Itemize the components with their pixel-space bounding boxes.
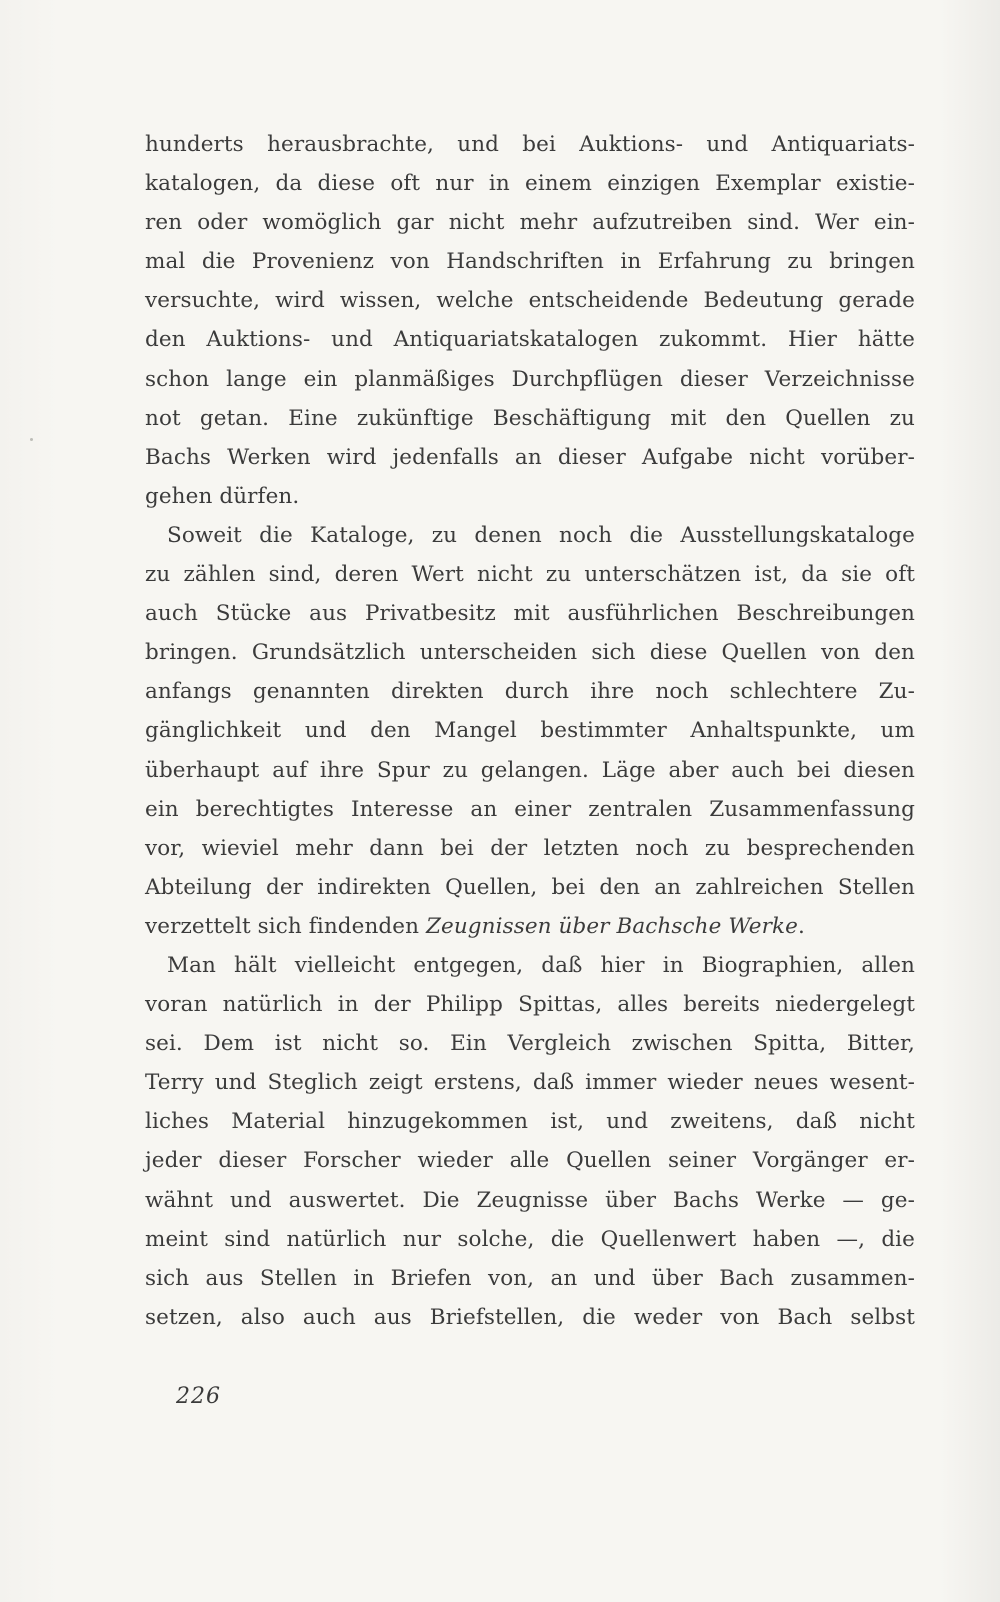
body-text: [145, 125, 915, 1337]
text-line: sich aus Stellen in Briefen von, an und über Bach zusammen-: [145, 1265, 915, 1291]
page-number: 226: [176, 1384, 221, 1409]
text-line: Terry und Steglich zeigt erstens, daß immer wieder neues wesent-: [145, 1070, 915, 1096]
text-line: gehen dürfen.: [145, 483, 300, 509]
text-line: schon lange ein planmäßiges Durchpflügen dieser Verzeichnisse: [145, 366, 915, 392]
text-line: versuchte, wird wissen, welche entscheidende Bedeutung gerade: [145, 288, 915, 314]
text-line: wähnt und auswertet. Die Zeugnisse über Bachs Werke — ge-: [145, 1187, 915, 1213]
text-line: gänglichkeit und den Mangel bestimmter Anhaltspunkte, um: [145, 718, 915, 744]
text-run: verzettelt sich findenden: [145, 913, 426, 939]
paper-speck: [30, 438, 33, 441]
italic-title: Zeugnissen über Bachsche Werke: [425, 913, 798, 939]
text-line: [145, 907, 915, 946]
text-line: meint sind natürlich nur solche, die Quellenwert haben —, die: [145, 1226, 915, 1252]
text-line: mal die Provenienz von Handschriften in Erfahrung zu bringen: [145, 249, 915, 275]
text-line: jeder dieser Forscher wieder alle Quellen seiner Vorgänger er-: [145, 1148, 915, 1174]
text-line: katalogen, da diese oft nur in einem einzigen Exemplar existie-: [145, 171, 915, 197]
text-line: voran natürlich in der Philipp Spittas, alles bereits niedergelegt: [145, 992, 915, 1018]
text-line: hunderts herausbrachte, und bei Auktions- und Antiquariats-: [145, 132, 915, 157]
text-line: sei. Dem ist nicht so. Ein Vergleich zwischen Spitta, Bitter,: [145, 1031, 915, 1057]
text-line: ein berechtigtes Interesse an einer zentralen Zusammenfassung: [145, 796, 915, 822]
text-line: ren oder womöglich gar nicht mehr aufzutreiben sind. Wer ein-: [145, 210, 915, 236]
text-line: zu zählen sind, deren Wert nicht zu unterschätzen ist, da sie oft: [145, 562, 915, 588]
text-run: .: [797, 913, 805, 939]
text-line: Abteilung der indirekten Quellen, bei den an zahlreichen Stellen: [145, 874, 915, 900]
text-line: vor, wieviel mehr dann bei der letzten noch zu besprechenden: [145, 835, 915, 861]
paragraph-1: [145, 125, 915, 516]
paragraph-3: [145, 946, 915, 1337]
text-line: Bachs Werken wird jedenfalls an dieser Aufgabe nicht vorüber-: [145, 444, 915, 470]
text-line: den Auktions- und Antiquariatskatalogen zukommt. Hier hätte: [145, 327, 915, 353]
text-line: Soweit die Kataloge, zu denen noch die Ausstellungskataloge: [167, 522, 915, 548]
text-line: auch Stücke aus Privatbesitz mit ausführlichen Beschreibungen: [145, 601, 915, 627]
text-line: liches Material hinzugekommen ist, und zweitens, daß nicht: [145, 1109, 915, 1135]
text-line: bringen. Grundsätzlich unterscheiden sich diese Quellen von den: [145, 640, 915, 666]
text-line: Man hält vielleicht entgegen, daß hier in Biographien, allen: [167, 952, 915, 978]
paragraph-2: [145, 516, 915, 946]
text-line: not getan. Eine zukünftige Beschäftigung mit den Quellen zu: [145, 405, 915, 431]
text-line: überhaupt auf ihre Spur zu gelangen. Läge aber auch bei diesen: [145, 757, 915, 783]
text-line: anfangs genannten direkten durch ihre noch schlechtere Zu-: [145, 679, 915, 705]
text-line: setzen, also auch aus Briefstellen, die weder von Bach selbst: [145, 1304, 915, 1330]
